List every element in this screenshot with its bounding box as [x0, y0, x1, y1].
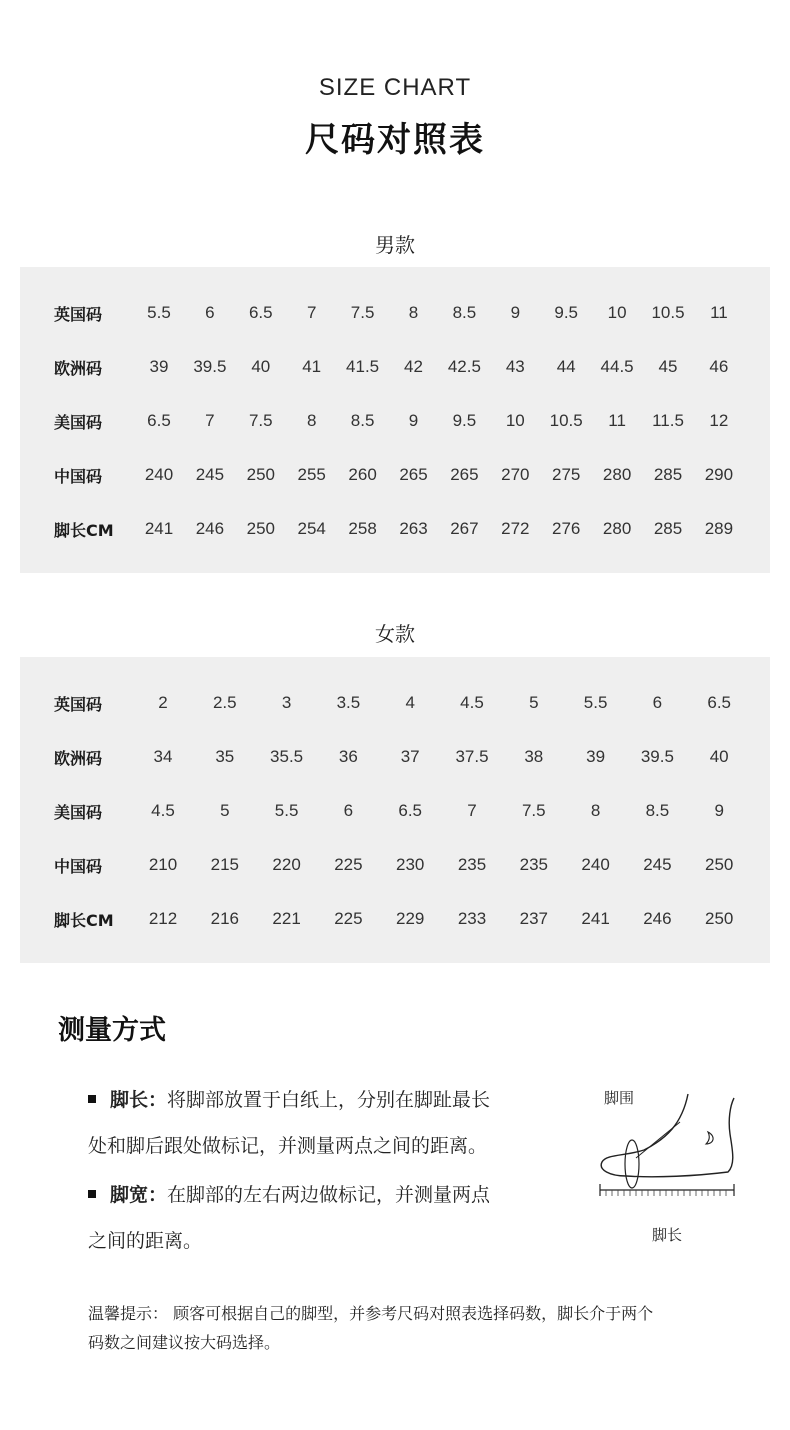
women-row	[20, 676, 770, 730]
size-cell: 7	[205, 411, 215, 430]
size-cell: 275	[552, 465, 581, 484]
size-cell: 6	[652, 693, 663, 712]
size-cell: 6.5	[398, 801, 422, 820]
size-cell: 5.5	[583, 693, 608, 712]
size-cell: 44.5	[600, 357, 634, 376]
size-cell: 37.5	[455, 747, 489, 766]
size-cell: 229	[396, 909, 425, 928]
measure-desc-line1: 在脚部的左右两边做标记，并测量两点	[167, 1184, 491, 1206]
women-size-table	[20, 657, 770, 963]
measure-desc-line2: 之间的距离。	[88, 1230, 203, 1252]
size-cell: 255	[297, 465, 326, 484]
size-cell: 245	[195, 465, 225, 484]
size-cell: 233	[457, 909, 487, 928]
size-cell: 10.5	[651, 303, 685, 322]
size-cell: 40	[251, 357, 271, 376]
size-cell: 246	[195, 519, 225, 538]
size-cell: 11.5	[652, 411, 684, 430]
size-cell: 43	[505, 357, 525, 376]
size-chart-cn-title: 尺码对照表	[305, 120, 485, 160]
row-label: 美国码	[54, 802, 103, 822]
size-cell: 37	[400, 747, 420, 766]
row-label: 欧洲码	[54, 358, 103, 378]
men-section-label: 男款	[375, 233, 415, 257]
row-label: 脚长CM	[54, 910, 114, 930]
size-cell: 250	[246, 519, 275, 538]
size-cell: 6.5	[707, 693, 731, 712]
size-cell: 5.5	[274, 801, 299, 820]
size-cell: 4	[405, 693, 415, 712]
size-cell: 285	[653, 465, 683, 484]
size-cell: 235	[519, 855, 548, 874]
size-cell: 7	[467, 801, 477, 820]
women-row	[20, 730, 770, 784]
size-cell: 7.5	[521, 801, 546, 820]
size-cell: 8.5	[645, 801, 670, 820]
measure-desc-line2: 处和脚后跟处做标记，并测量两点之间的距离。	[88, 1135, 488, 1157]
size-cell: 241	[581, 909, 610, 928]
size-cell: 9.5	[452, 411, 477, 430]
size-cell: 3.5	[336, 693, 361, 712]
size-cell: 41.5	[346, 357, 380, 376]
size-cell: 44	[556, 357, 576, 376]
women-row	[20, 784, 770, 838]
tip-note	[88, 1299, 748, 1357]
size-cell: 235	[457, 855, 487, 874]
size-cell: 41	[302, 357, 322, 376]
size-cell: 250	[705, 855, 734, 874]
row-label: 脚长CM	[54, 520, 114, 540]
size-cell: 39	[149, 357, 169, 376]
size-cell: 9.5	[554, 303, 578, 322]
size-cell: 276	[552, 519, 581, 538]
length-label: 脚长	[652, 1226, 683, 1244]
size-cell: 8	[408, 303, 419, 322]
size-cell: 8	[590, 801, 601, 820]
size-chart-en-title: SIZE CHART	[318, 74, 472, 101]
tip-line1: 温馨提示： 顾客可根据自己的脚型，并参考尺码对照表选择码数，脚长介于两个	[88, 1304, 654, 1323]
size-cell: 11	[608, 411, 626, 430]
size-cell: 42	[404, 357, 423, 376]
size-cell: 225	[334, 855, 363, 874]
women-row	[20, 892, 770, 946]
measure-item-foot-width	[88, 1172, 578, 1264]
size-cell: 8.5	[350, 411, 375, 430]
row-label: 美国码	[54, 412, 103, 432]
size-cell: 5	[529, 693, 539, 712]
size-cell: 250	[246, 465, 275, 484]
size-cell: 6.5	[248, 303, 273, 322]
size-cell: 8	[306, 411, 317, 430]
size-cell: 260	[348, 465, 377, 484]
men-row	[20, 502, 770, 556]
size-cell: 285	[653, 519, 683, 538]
row-label: 欧洲码	[54, 748, 103, 768]
size-cell: 9	[714, 801, 724, 820]
size-cell: 263	[399, 519, 428, 538]
size-cell: 40	[709, 747, 729, 766]
size-cell: 36	[338, 747, 358, 766]
measure-term: 脚宽	[110, 1184, 149, 1206]
size-cell: 39.5	[640, 747, 674, 766]
size-cell: 12	[709, 411, 729, 430]
size-cell: 240	[144, 465, 174, 484]
size-cell: 9	[510, 303, 521, 322]
men-row	[20, 394, 770, 448]
size-cell: 267	[450, 519, 479, 538]
size-cell: 258	[348, 519, 377, 538]
size-cell: 10	[607, 303, 627, 322]
women-section-label: 女款	[375, 622, 415, 646]
bullet-icon	[88, 1190, 96, 1198]
men-row	[20, 286, 770, 340]
size-cell: 45	[658, 357, 678, 376]
size-cell: 10.5	[549, 411, 583, 430]
size-cell: 215	[210, 855, 239, 874]
size-cell: 245	[643, 855, 672, 874]
size-cell: 270	[501, 465, 530, 484]
size-cell: 7.5	[248, 411, 273, 430]
size-cell: 280	[602, 465, 632, 484]
size-cell: 280	[602, 519, 632, 538]
foot-measure-diagram	[596, 1084, 746, 1249]
size-cell: 289	[704, 519, 734, 538]
size-cell: 7	[306, 303, 317, 322]
size-cell: 42.5	[447, 357, 481, 376]
men-row	[20, 448, 770, 502]
size-cell: 290	[704, 465, 734, 484]
size-cell: 34	[153, 747, 173, 766]
women-row	[20, 838, 770, 892]
size-cell: 237	[519, 909, 548, 928]
size-cell: 5	[220, 801, 230, 820]
size-cell: 250	[705, 909, 734, 928]
size-cell: 265	[450, 465, 479, 484]
row-label: 英国码	[54, 694, 103, 714]
size-cell: 225	[334, 909, 363, 928]
size-cell: 11	[710, 303, 728, 322]
size-cell: 2	[158, 693, 168, 712]
size-cell: 46	[709, 357, 729, 376]
size-cell: 216	[210, 909, 239, 928]
size-cell: 5.5	[147, 303, 171, 322]
size-cell: 221	[272, 909, 301, 928]
men-size-table	[20, 267, 770, 573]
size-cell: 10	[505, 411, 525, 430]
size-cell: 35.5	[270, 747, 304, 766]
size-cell: 7.5	[350, 303, 375, 322]
size-cell: 4.5	[151, 801, 175, 820]
measure-desc-line1: 将脚部放置于白纸上，分别在脚趾最长	[167, 1089, 491, 1111]
size-cell: 6	[343, 801, 354, 820]
size-cell: 241	[144, 519, 174, 538]
row-label: 英国码	[54, 304, 103, 324]
measure-sep: ：	[148, 1184, 168, 1206]
size-cell: 212	[148, 909, 178, 928]
size-cell: 265	[399, 465, 428, 484]
size-cell: 254	[297, 519, 326, 538]
size-cell: 3	[281, 693, 292, 712]
size-cell: 4.5	[460, 693, 484, 712]
measure-term: 脚长	[110, 1089, 149, 1111]
measure-item-foot-length	[88, 1077, 578, 1169]
size-cell: 9	[408, 411, 419, 430]
size-cell: 230	[396, 855, 425, 874]
size-cell: 6.5	[147, 411, 171, 430]
size-cell: 220	[272, 855, 301, 874]
row-label: 中国码	[54, 856, 103, 876]
bullet-icon	[88, 1095, 96, 1103]
size-cell: 6	[205, 303, 215, 322]
size-cell: 39.5	[193, 357, 227, 376]
men-row	[20, 340, 770, 394]
size-cell: 8.5	[452, 303, 477, 322]
size-cell: 210	[148, 855, 178, 874]
measure-sep: ：	[148, 1089, 168, 1111]
measure-title: 测量方式	[58, 1015, 166, 1046]
size-cell: 246	[643, 909, 672, 928]
size-cell: 240	[581, 855, 610, 874]
girth-label: 脚围	[604, 1089, 635, 1107]
foot-icon	[596, 1084, 746, 1214]
tip-line2: 码数之间建议按大码选择。	[88, 1333, 281, 1352]
size-cell: 272	[501, 519, 530, 538]
size-cell: 39	[586, 747, 606, 766]
row-label: 中国码	[54, 466, 103, 486]
size-cell: 38	[524, 747, 544, 766]
size-cell: 35	[215, 747, 235, 766]
size-cell: 2.5	[212, 693, 237, 712]
